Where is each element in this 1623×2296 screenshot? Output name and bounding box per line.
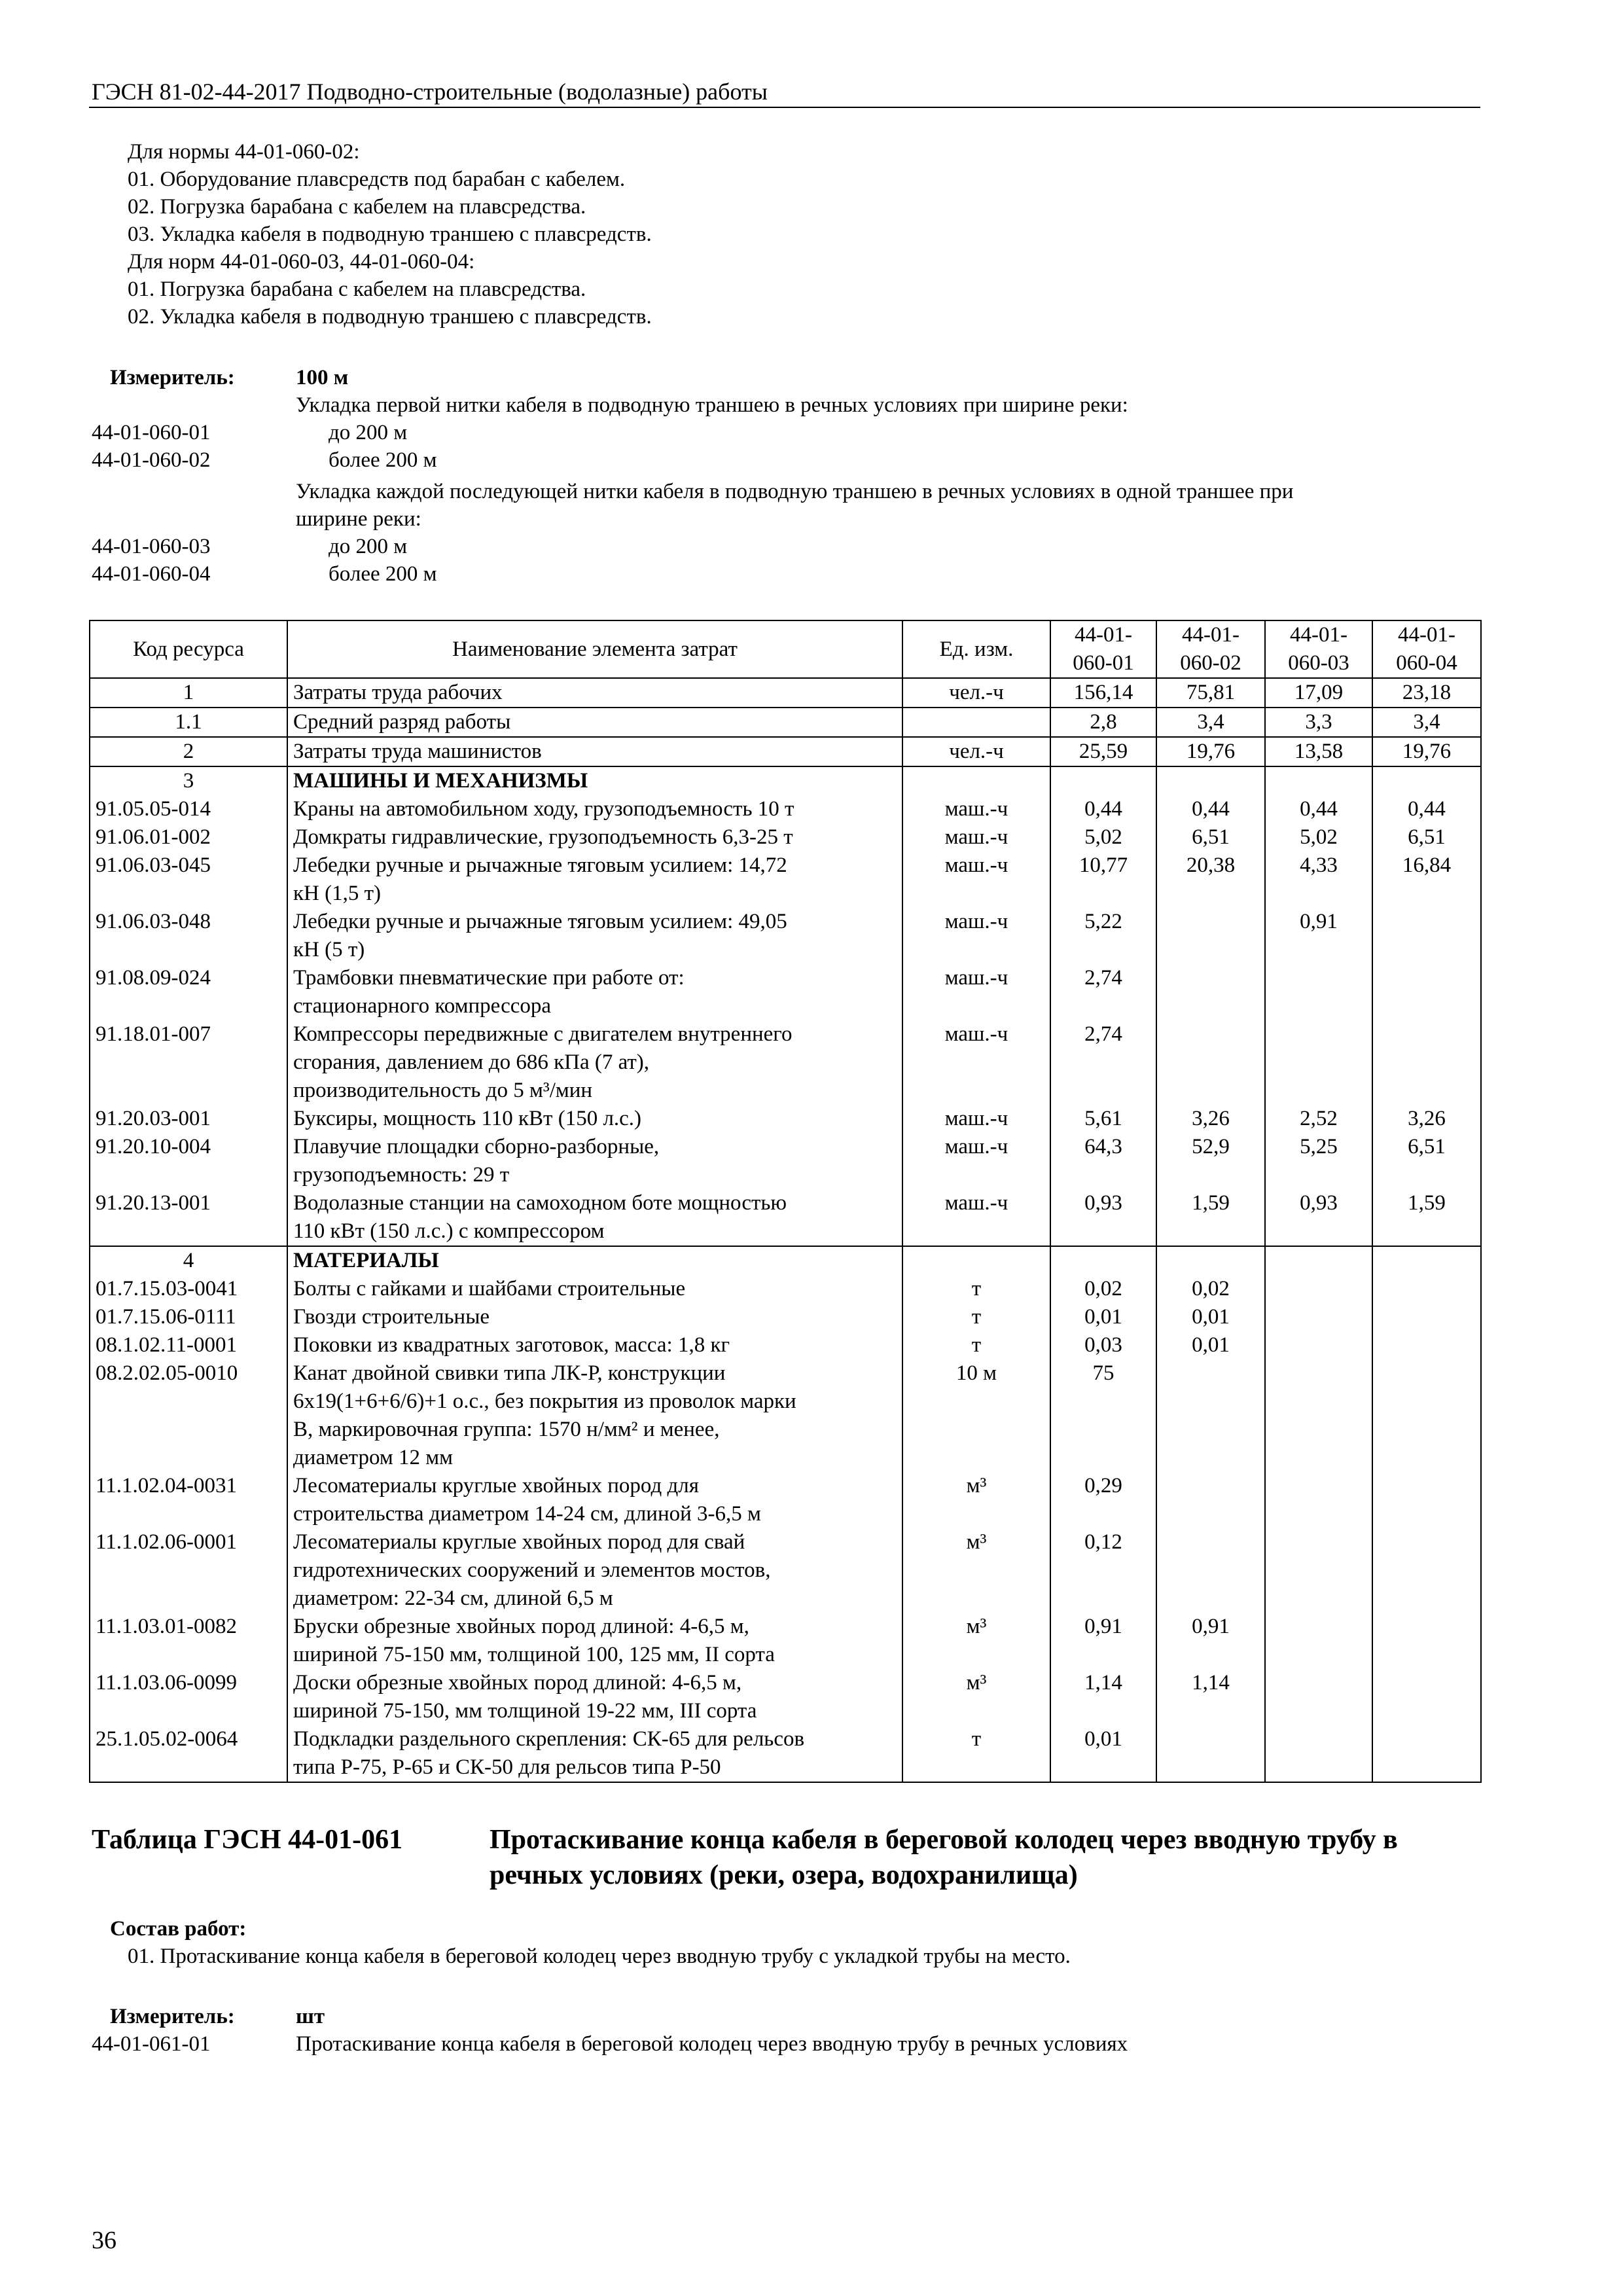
cell-name-line: грузоподъемность: 29 т: [293, 1163, 510, 1187]
cell-name-line: диаметром: 22-34 см, длиной 6,5 м: [293, 1587, 613, 1610]
cell-unit: [902, 708, 1050, 737]
meter-label: Измеритель:: [110, 366, 235, 389]
cell-value-norm-3: [1265, 964, 1372, 1020]
cell-value-norm-4: [1372, 1725, 1481, 1782]
cell-unit: т: [902, 1275, 1050, 1303]
table-row: [90, 1669, 1481, 1725]
cell-value-norm-2: 52,9: [1156, 1133, 1265, 1189]
cell-value-norm-3: 0,44: [1265, 795, 1372, 823]
cell-name-line: Краны на автомобильном ходу, грузоподъемность 10 т: [293, 797, 794, 821]
cell-name-line: Буксиры, мощность 110 кВт (150 л.с.): [293, 1107, 642, 1130]
norm-code: 44-01-061-01: [92, 2032, 211, 2056]
cell-value-norm-4: [1372, 1359, 1481, 1472]
cell-name-line: сгорания, давлением до 686 кПа (7 ат),: [293, 1050, 650, 1074]
cell-unit: маш.-ч: [902, 1189, 1050, 1246]
cell-name: [287, 1528, 902, 1613]
cell-unit: [902, 1246, 1050, 1275]
cell-name-line: типа Р-75, Р-65 и СК-50 для рельсов типа Р-50: [293, 1755, 721, 1779]
table-row: [90, 1020, 1481, 1105]
cell-name: [287, 1359, 902, 1472]
cell-name-line: Трамбовки пневматические при работе от:: [293, 966, 685, 990]
cell-name-line: шириной 75-150, мм толщиной 19-22 мм, III сорта: [293, 1699, 757, 1723]
cell-name: [287, 766, 902, 795]
cell-value-norm-3: [1265, 1020, 1372, 1105]
cell-code: 01.7.15.03-0041: [90, 1275, 287, 1303]
cell-value-norm-4: [1372, 1275, 1481, 1303]
cell-value-norm-3: [1265, 1331, 1372, 1359]
cell-unit: м³: [902, 1613, 1050, 1669]
cell-value-norm-4: 1,59: [1372, 1189, 1481, 1246]
cell-name-line: Лесоматериалы круглые хвойных пород для: [293, 1474, 699, 1498]
cell-unit: т: [902, 1331, 1050, 1359]
cell-name-line: Средний разряд работы: [293, 710, 511, 734]
cell-value-norm-1: 0,12: [1050, 1528, 1156, 1613]
cell-name-line: Плавучие площадки сборно-разборные,: [293, 1135, 660, 1158]
table-row: [90, 737, 1481, 766]
cell-value-norm-3: 0,93: [1265, 1189, 1372, 1246]
cell-value-norm-4: 16,84: [1372, 852, 1481, 908]
cell-name-line: шириной 75-150 мм, толщиной 100, 125 мм, II сорта: [293, 1643, 775, 1666]
cell-value-norm-1: [1050, 766, 1156, 795]
cell-value-norm-3: [1265, 766, 1372, 795]
cell-value-norm-2: 1,14: [1156, 1669, 1265, 1725]
cell-unit: т: [902, 1303, 1050, 1331]
cell-name-line: стационарного компрессора: [293, 994, 552, 1018]
cell-name: [287, 908, 902, 964]
cell-value-norm-1: 64,3: [1050, 1133, 1156, 1189]
norm-code: 44-01-060-02: [92, 448, 211, 472]
meter-unit: 100 м: [296, 366, 349, 389]
header-norm-3: [1265, 620, 1372, 678]
cell-value-norm-2: [1156, 908, 1265, 964]
meter-group-title: Укладка каждой последующей нитки кабеля в подводную траншею в речных условиях в одной траншее при: [296, 480, 1294, 503]
table-row: [90, 1359, 1481, 1472]
meter-label: Измеритель:: [110, 2005, 235, 2028]
cell-name-line: кН (1,5 т): [293, 882, 382, 905]
table-row: [90, 1189, 1481, 1246]
cell-value-norm-4: [1372, 1246, 1481, 1275]
cell-code: 91.20.13-001: [90, 1189, 287, 1246]
cell-value-norm-1: 0,91: [1050, 1613, 1156, 1669]
cell-value-norm-2: 0,91: [1156, 1613, 1265, 1669]
cell-unit: м³: [902, 1669, 1050, 1725]
meter-group-title: Укладка первой нитки кабеля в подводную траншею в речных условиях при ширине реки:: [296, 393, 1128, 417]
document-header: ГЭСН 81-02-44-2017 Подводно-строительные (водолазные) работы: [92, 79, 768, 105]
cell-name-line: Канат двойной свивки типа ЛК-Р, конструкции: [293, 1361, 726, 1385]
cell-code: 11.1.02.06-0001: [90, 1528, 287, 1613]
table-row: [90, 1472, 1481, 1528]
cell-name: [287, 1303, 902, 1331]
cell-unit: чел.-ч: [902, 737, 1050, 766]
cell-name-line: Подкладки раздельного скрепления: СК-65 для рельсов: [293, 1727, 805, 1751]
cell-value-norm-1: 0,01: [1050, 1725, 1156, 1782]
cell-value-norm-2: 6,51: [1156, 823, 1265, 852]
cell-code: 91.18.01-007: [90, 1020, 287, 1105]
cell-code: 1: [90, 678, 287, 708]
table-row: [90, 1246, 1481, 1275]
cell-name: [287, 1331, 902, 1359]
cell-value-norm-1: 0,02: [1050, 1275, 1156, 1303]
norm-description: более 200 м: [329, 448, 437, 472]
cell-name-line: Затраты труда машинистов: [293, 740, 542, 763]
cell-code: 2: [90, 737, 287, 766]
cell-value-norm-3: 5,02: [1265, 823, 1372, 852]
table-title: Протаскивание конца кабеля в береговой колодец через вводную трубу в речных условиях (реки, озера, водохранилища): [490, 1825, 1398, 1890]
table-row: [90, 823, 1481, 852]
works-label: Состав работ:: [110, 1917, 247, 1941]
cell-unit: маш.-ч: [902, 964, 1050, 1020]
header-norm-1-line2: 060-01: [1073, 651, 1134, 675]
cell-value-norm-4: 3,26: [1372, 1105, 1481, 1133]
cell-code: 01.7.15.06-0111: [90, 1303, 287, 1331]
cell-value-norm-1: 0,44: [1050, 795, 1156, 823]
cell-name-line: 6х19(1+6+6/6)+1 о.с., без покрытия из проволок марки: [293, 1390, 796, 1413]
work-list-item: Для нормы 44-01-060-02:: [128, 140, 360, 164]
cell-name: [287, 1472, 902, 1528]
cell-name-line: В, маркировочная группа: 1570 н/мм² и менее,: [293, 1418, 720, 1441]
cell-value-norm-1: 156,14: [1050, 678, 1156, 708]
cell-value-norm-2: [1156, 964, 1265, 1020]
cell-value-norm-2: [1156, 766, 1265, 795]
cell-name: [287, 1020, 902, 1105]
cell-value-norm-2: [1156, 1359, 1265, 1472]
cell-unit: чел.-ч: [902, 678, 1050, 708]
cell-value-norm-4: [1372, 1613, 1481, 1669]
cell-value-norm-1: 10,77: [1050, 852, 1156, 908]
work-list-item: 01. Протаскивание конца кабеля в береговой колодец через вводную трубу с укладкой трубы на место.: [128, 1945, 1071, 1968]
work-list-item: 03. Укладка кабеля в подводную траншею с плавсредств.: [128, 223, 652, 246]
cell-name-line: Доски обрезные хвойных пород длиной: 4-6,5 м,: [293, 1671, 742, 1695]
cell-value-norm-1: 75: [1050, 1359, 1156, 1472]
header-norm-3-line1: 44-01-: [1290, 623, 1347, 647]
table-row: [90, 1725, 1481, 1782]
cell-unit: 10 м: [902, 1359, 1050, 1472]
table-row: [90, 964, 1481, 1020]
cell-unit: м³: [902, 1528, 1050, 1613]
cell-value-norm-2: [1156, 1472, 1265, 1528]
cell-name: [287, 1669, 902, 1725]
cell-code: 11.1.02.04-0031: [90, 1472, 287, 1528]
cell-code: 11.1.03.01-0082: [90, 1613, 287, 1669]
cell-value-norm-2: [1156, 1020, 1265, 1105]
cell-name-line: Поковки из квадратных заготовок, масса: 1,8 кг: [293, 1333, 730, 1357]
cell-name: [287, 737, 902, 766]
cell-value-norm-3: 0,91: [1265, 908, 1372, 964]
cell-value-norm-1: 25,59: [1050, 737, 1156, 766]
cell-value-norm-2: 0,01: [1156, 1331, 1265, 1359]
header-norm-4-line1: 44-01-: [1398, 623, 1455, 647]
cell-name: [287, 678, 902, 708]
cell-name-line: производительность до 5 м³/мин: [293, 1079, 593, 1102]
cell-name-line: строительства диаметром 14-24 см, длиной 3-6,5 м: [293, 1502, 761, 1526]
table-row: [90, 852, 1481, 908]
cell-value-norm-4: [1372, 1331, 1481, 1359]
cell-value-norm-1: 0,29: [1050, 1472, 1156, 1528]
cell-unit: маш.-ч: [902, 1133, 1050, 1189]
cell-value-norm-1: 2,74: [1050, 964, 1156, 1020]
cell-value-norm-4: 3,4: [1372, 708, 1481, 737]
cell-code: 4: [90, 1246, 287, 1275]
cell-value-norm-3: 5,25: [1265, 1133, 1372, 1189]
header-norm-2-line2: 060-02: [1180, 651, 1241, 675]
cell-value-norm-3: 2,52: [1265, 1105, 1372, 1133]
header-unit: Ед. изм.: [902, 620, 1050, 678]
table-row: [90, 1331, 1481, 1359]
norm-code: 44-01-060-03: [92, 535, 211, 558]
cell-value-norm-4: [1372, 908, 1481, 964]
cell-code: 91.08.09-024: [90, 964, 287, 1020]
cell-value-norm-3: [1265, 1359, 1372, 1472]
page-number: 36: [92, 2227, 116, 2254]
cell-name-line: Компрессоры передвижные с двигателем внутреннего: [293, 1022, 793, 1046]
cell-value-norm-3: [1265, 1246, 1372, 1275]
cell-value-norm-1: [1050, 1246, 1156, 1275]
norm-description: более 200 м: [329, 562, 437, 586]
cell-name: [287, 1105, 902, 1133]
table-row: [90, 1105, 1481, 1133]
cell-name: [287, 1275, 902, 1303]
cell-value-norm-2: 1,59: [1156, 1189, 1265, 1246]
cell-name-line: кН (5 т): [293, 938, 365, 961]
cell-value-norm-3: [1265, 1275, 1372, 1303]
cell-value-norm-1: 2,8: [1050, 708, 1156, 737]
cell-value-norm-2: [1156, 1528, 1265, 1613]
table-row: [90, 1303, 1481, 1331]
work-list-item: 01. Оборудование плавсредств под барабан с кабелем.: [128, 168, 626, 191]
cell-value-norm-4: 6,51: [1372, 823, 1481, 852]
cell-value-norm-1: 1,14: [1050, 1669, 1156, 1725]
cell-value-norm-3: [1265, 1528, 1372, 1613]
cell-value-norm-3: [1265, 1303, 1372, 1331]
header-norm-1-line1: 44-01-: [1075, 623, 1132, 647]
header-norm-2-line1: 44-01-: [1182, 623, 1240, 647]
header-rule: [89, 107, 1480, 108]
cell-name-line: гидротехнических сооружений и элементов мостов,: [293, 1558, 771, 1582]
cell-value-norm-4: [1372, 1303, 1481, 1331]
cell-value-norm-1: 0,93: [1050, 1189, 1156, 1246]
cell-value-norm-2: 0,44: [1156, 795, 1265, 823]
cell-unit: [902, 766, 1050, 795]
cell-name-line: Болты с гайками и шайбами строительные: [293, 1277, 686, 1300]
table-row: [90, 766, 1481, 795]
header-code: Код ресурса: [90, 620, 287, 678]
cell-unit: маш.-ч: [902, 908, 1050, 964]
cell-value-norm-1: 0,01: [1050, 1303, 1156, 1331]
cell-value-norm-2: 3,4: [1156, 708, 1265, 737]
cell-name-line: 110 кВт (150 л.с.) с компрессором: [293, 1219, 605, 1243]
cell-unit: маш.-ч: [902, 1020, 1050, 1105]
cell-value-norm-3: 4,33: [1265, 852, 1372, 908]
cell-unit: маш.-ч: [902, 1105, 1050, 1133]
cell-value-norm-2: 0,01: [1156, 1303, 1265, 1331]
cell-name-line: Гвозди строительные: [293, 1305, 490, 1329]
cell-unit: т: [902, 1725, 1050, 1782]
cell-code: 91.20.10-004: [90, 1133, 287, 1189]
cell-name-line: МАТЕРИАЛЫ: [293, 1249, 439, 1272]
work-list-item: Для норм 44-01-060-03, 44-01-060-04:: [128, 250, 475, 274]
cell-value-norm-4: 19,76: [1372, 737, 1481, 766]
resource-table: [89, 620, 1482, 1783]
cell-value-norm-4: [1372, 1020, 1481, 1105]
norm-description: до 200 м: [329, 535, 408, 558]
cell-value-norm-4: [1372, 964, 1481, 1020]
norm-code: 44-01-060-01: [92, 421, 211, 444]
header-norm-2: [1156, 620, 1265, 678]
cell-code: 91.06.03-045: [90, 852, 287, 908]
cell-value-norm-4: 6,51: [1372, 1133, 1481, 1189]
cell-value-norm-2: [1156, 1246, 1265, 1275]
cell-unit: маш.-ч: [902, 795, 1050, 823]
cell-unit: маш.-ч: [902, 852, 1050, 908]
cell-value-norm-3: [1265, 1472, 1372, 1528]
norm-description: Протаскивание конца кабеля в береговой колодец через вводную трубу в речных условиях: [296, 2032, 1128, 2056]
cell-value-norm-2: 0,02: [1156, 1275, 1265, 1303]
cell-name-line: Водолазные станции на самоходном боте мощностью: [293, 1191, 787, 1215]
meter-group-title-cont: ширине реки:: [296, 507, 421, 531]
cell-value-norm-4: 23,18: [1372, 678, 1481, 708]
cell-name: [287, 795, 902, 823]
cell-code: 25.1.05.02-0064: [90, 1725, 287, 1782]
cell-name-line: Домкраты гидравлические, грузоподъемность 6,3-25 т: [293, 825, 793, 849]
cell-name: [287, 1133, 902, 1189]
cell-value-norm-1: 0,03: [1050, 1331, 1156, 1359]
cell-value-norm-3: [1265, 1613, 1372, 1669]
cell-value-norm-2: 20,38: [1156, 852, 1265, 908]
table-header-row: [90, 620, 1481, 678]
cell-value-norm-3: 17,09: [1265, 678, 1372, 708]
table-row: [90, 1528, 1481, 1613]
header-norm-4: [1372, 620, 1481, 678]
cell-value-norm-1: 2,74: [1050, 1020, 1156, 1105]
cell-name-line: Лебедки ручные и рычажные тяговым усилием: 14,72: [293, 853, 787, 877]
cell-code: 91.06.03-048: [90, 908, 287, 964]
cell-name: [287, 823, 902, 852]
table-row: [90, 908, 1481, 964]
table-row: [90, 1613, 1481, 1669]
cell-value-norm-1: 5,22: [1050, 908, 1156, 964]
table-row: [90, 1275, 1481, 1303]
cell-name: [287, 964, 902, 1020]
header-norm-3-line2: 060-03: [1288, 651, 1349, 675]
table-row: [90, 795, 1481, 823]
cell-value-norm-1: 5,61: [1050, 1105, 1156, 1133]
cell-value-norm-2: 3,26: [1156, 1105, 1265, 1133]
cell-value-norm-4: [1372, 1472, 1481, 1528]
table-caption: Таблица ГЭСН 44-01-061: [92, 1825, 403, 1855]
cell-name: [287, 1613, 902, 1669]
cell-name-line: МАШИНЫ И МЕХАНИЗМЫ: [293, 769, 588, 793]
cell-value-norm-1: 5,02: [1050, 823, 1156, 852]
cell-name-line: Лебедки ручные и рычажные тяговым усилием: 49,05: [293, 910, 787, 933]
cell-code: 08.1.02.11-0001: [90, 1331, 287, 1359]
cell-value-norm-4: 0,44: [1372, 795, 1481, 823]
cell-code: 1.1: [90, 708, 287, 737]
cell-code: 3: [90, 766, 287, 795]
cell-name: [287, 1246, 902, 1275]
cell-value-norm-2: [1156, 1725, 1265, 1782]
cell-value-norm-4: [1372, 1528, 1481, 1613]
work-list-item: 02. Погрузка барабана с кабелем на плавсредства.: [128, 195, 586, 219]
cell-name: [287, 852, 902, 908]
cell-unit: маш.-ч: [902, 823, 1050, 852]
cell-value-norm-4: [1372, 766, 1481, 795]
cell-code: 91.05.05-014: [90, 795, 287, 823]
cell-value-norm-2: 19,76: [1156, 737, 1265, 766]
meter-unit: шт: [296, 2005, 325, 2028]
header-norm-1: [1050, 620, 1156, 678]
cell-value-norm-3: 3,3: [1265, 708, 1372, 737]
cell-name: [287, 1725, 902, 1782]
cell-code: 91.20.03-001: [90, 1105, 287, 1133]
cell-name-line: Бруски обрезные хвойных пород длиной: 4-6,5 м,: [293, 1615, 749, 1638]
norm-code: 44-01-060-04: [92, 562, 211, 586]
cell-value-norm-3: [1265, 1669, 1372, 1725]
cell-value-norm-3: 13,58: [1265, 737, 1372, 766]
cell-value-norm-4: [1372, 1669, 1481, 1725]
header-name: Наименование элемента затрат: [287, 620, 902, 678]
norm-description: до 200 м: [329, 421, 408, 444]
header-norm-4-line2: 060-04: [1396, 651, 1457, 675]
cell-name-line: диаметром 12 мм: [293, 1446, 453, 1469]
cell-name: [287, 708, 902, 737]
cell-name-line: Лесоматериалы круглые хвойных пород для свай: [293, 1530, 745, 1554]
work-list-item: 01. Погрузка барабана с кабелем на плавсредства.: [128, 278, 586, 301]
cell-value-norm-3: [1265, 1725, 1372, 1782]
cell-code: 08.2.02.05-0010: [90, 1359, 287, 1472]
work-list-item: 02. Укладка кабеля в подводную траншею с плавсредств.: [128, 305, 652, 329]
cell-name-line: Затраты труда рабочих: [293, 681, 503, 704]
cell-code: 11.1.03.06-0099: [90, 1669, 287, 1725]
cell-unit: м³: [902, 1472, 1050, 1528]
cell-value-norm-2: 75,81: [1156, 678, 1265, 708]
table-row: [90, 708, 1481, 737]
cell-name: [287, 1189, 902, 1246]
cell-code: 91.06.01-002: [90, 823, 287, 852]
table-row: [90, 1133, 1481, 1189]
table-row: [90, 678, 1481, 708]
